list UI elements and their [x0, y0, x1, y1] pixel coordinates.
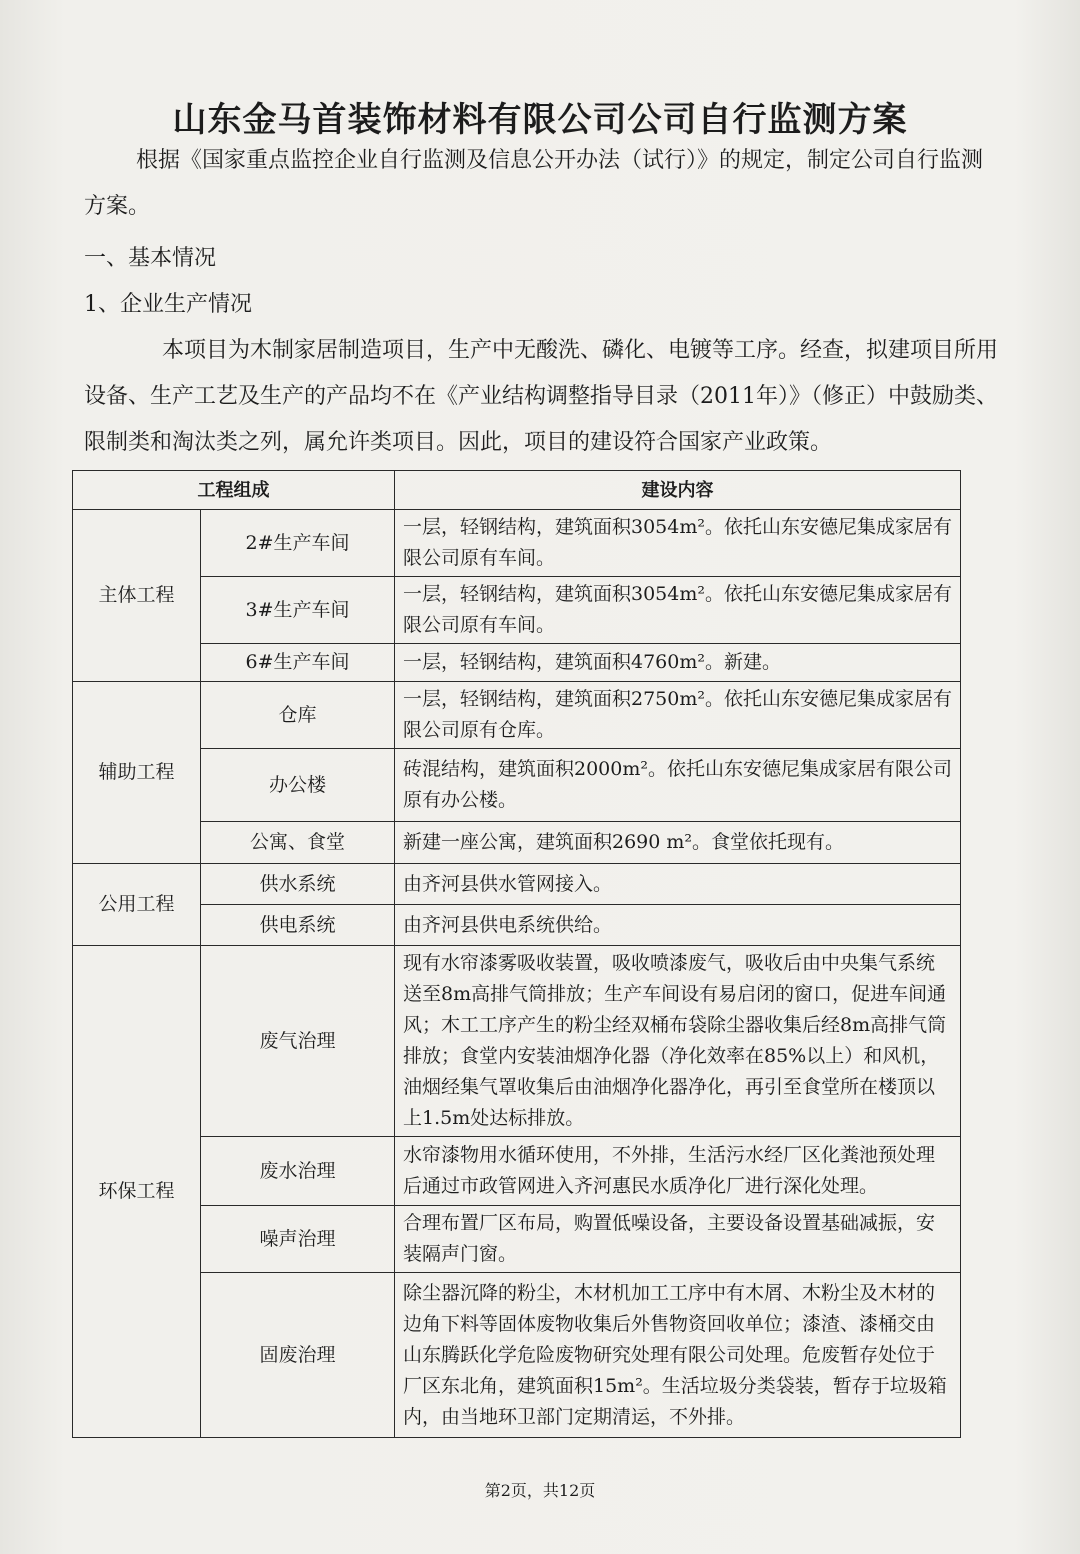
- table-row: [73, 682, 961, 749]
- section-heading-1: 一、基本情况: [84, 246, 217, 271]
- category-cell: 辅助工程: [73, 682, 201, 864]
- item-cell: 噪声治理: [201, 1206, 395, 1273]
- table-row: [73, 822, 961, 864]
- table-row: [73, 1137, 961, 1206]
- content-cell: 合理布置厂区布局，购置低噪设备，主要设备设置基础减振，安装隔声门窗。: [395, 1206, 961, 1273]
- table-row: [73, 1273, 961, 1438]
- item-cell: 供电系统: [201, 905, 395, 946]
- item-cell: 固废治理: [201, 1273, 395, 1438]
- content-cell: 现有水帘漆雾吸收装置，吸收喷漆废气，吸收后由中央集气系统送至8m高排气筒排放；生产车间设有易启闭的窗口，促进车间通风；木工工序产生的粉尘经双桶布袋除尘器收集后经8m高排气筒排放；食堂内安装油烟净化器（净化效率在85%以上）和风机，油烟经集气罩收集后由油烟净化器净化，再引至食堂所在楼顶以上1.5m处达标排放。: [395, 946, 961, 1137]
- table-row: [73, 644, 961, 682]
- category-cell: 主体工程: [73, 510, 201, 682]
- content-cell: 砖混结构，建筑面积2000m²。依托山东安德尼集成家居有限公司原有办公楼。: [395, 749, 961, 822]
- content-cell: 由齐河县供水管网接入。: [395, 864, 961, 905]
- item-cell: 2#生产车间: [201, 510, 395, 577]
- table-row: [73, 510, 961, 577]
- category-cell: 环保工程: [73, 946, 201, 1438]
- content-cell: 一层，轻钢结构，建筑面积4760m²。新建。: [395, 644, 961, 682]
- item-cell: 仓库: [201, 682, 395, 749]
- table-header-row: [73, 471, 961, 510]
- item-cell: 废水治理: [201, 1137, 395, 1206]
- item-cell: 3#生产车间: [201, 577, 395, 644]
- document-title: 山东金马首装饰材料有限公司公司自行监测方案: [172, 100, 908, 140]
- production-paragraph: 本项目为木制家居制造项目，生产中无酸洗、磷化、电镀等工序。经查，拟建项目所用设备、生产工艺及生产的产品均不在《产业结构调整指导目录（2011年）》（修正）中鼓励类、限制类和淘汰类之列，属允许类项目。因此，项目的建设符合国家产业政策。: [84, 338, 999, 455]
- project-composition-table: [72, 470, 961, 1438]
- content-cell: 一层，轻钢结构，建筑面积2750m²。依托山东安德尼集成家居有限公司原有仓库。: [395, 682, 961, 749]
- table-row: [73, 749, 961, 822]
- item-cell: 供水系统: [201, 864, 395, 905]
- content-cell: 除尘器沉降的粉尘，木材机加工工序中有木屑、木粉尘及木材的边角下料等固体废物收集后外售物资回收单位；漆渣、漆桶交由山东腾跃化学危险废物研究处理有限公司处理。危废暂存处位于厂区东北角，建筑面积15m²。生活垃圾分类袋装，暂存于垃圾箱内，由当地环卫部门定期清运，不外排。: [395, 1273, 961, 1438]
- table-row: [73, 1206, 961, 1273]
- header-composition: 工程组成: [73, 471, 395, 510]
- item-cell: 废气治理: [201, 946, 395, 1137]
- content-cell: 一层，轻钢结构，建筑面积3054m²。依托山东安德尼集成家居有限公司原有车间。: [395, 577, 961, 644]
- intro-paragraph: 根据《国家重点监控企业自行监测及信息公开办法（试行）》的规定，制定公司自行监测方案。: [84, 148, 984, 219]
- item-cell: 办公楼: [201, 749, 395, 822]
- table-row: [73, 905, 961, 946]
- page-number: 第2页，共12页: [484, 1481, 596, 1500]
- category-cell: 公用工程: [73, 864, 201, 946]
- table-row: [73, 946, 961, 1137]
- table-row: [73, 864, 961, 905]
- item-cell: 6#生产车间: [201, 644, 395, 682]
- table-row: [73, 577, 961, 644]
- header-content: 建设内容: [395, 471, 961, 510]
- content-cell: 一层，轻钢结构，建筑面积3054m²。依托山东安德尼集成家居有限公司原有车间。: [395, 510, 961, 577]
- content-cell: 新建一座公寓，建筑面积2690 m²。食堂依托现有。: [395, 822, 961, 864]
- content-cell: 由齐河县供电系统供给。: [395, 905, 961, 946]
- content-cell: 水帘漆物用水循环使用，不外排，生活污水经厂区化粪池预处理后通过市政管网进入齐河惠民水质净化厂进行深化处理。: [395, 1137, 961, 1206]
- subsection-heading-1-1: 1、企业生产情况: [84, 292, 252, 317]
- item-cell: 公寓、食堂: [201, 822, 395, 864]
